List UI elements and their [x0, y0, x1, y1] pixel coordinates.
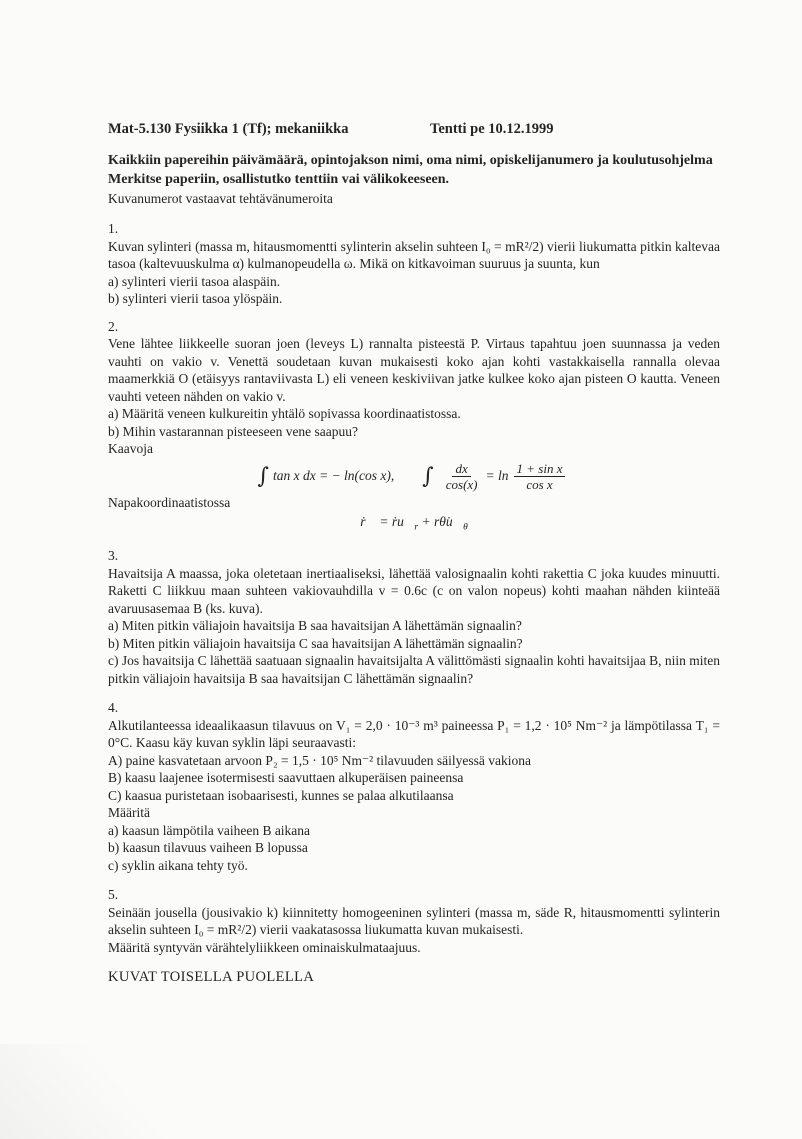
fraction-dx-over-cosx	[443, 461, 481, 492]
problem-5-closing: Määritä syntyvän värähtelyliikkeen ominaiskulmataajuus.	[108, 939, 421, 955]
polar-subscript-r: r	[414, 522, 419, 533]
problem-3-item-b: b) Miten pitkin väliajoin havaitsija C saa havaitsijan A lähettämän signaalin?	[108, 635, 523, 651]
formulas-label: Kaavoja	[108, 441, 153, 456]
instruction-figure-numbers: Kuvanumerot vastaavat tehtävänumeroita	[108, 191, 333, 206]
integral-sign: ∫	[257, 464, 269, 489]
problem-4-number: 4.	[108, 700, 119, 716]
problem-1	[108, 220, 720, 308]
problem-1-body: Kuvan sylinteri (massa m, hitausmomentti sylinterin akselin suhteen I₀ = mR²/2) vierii liukumatta pitkin kaltevaa tasoa (kaltevuuskulma α) kulmanopeudella ω. Mikä on kitkavoiman suuruus ja suunta, kun	[108, 238, 720, 271]
problem-4-phase-A: A) paine kasvatetaan arvoon P₂ = 1,5 · 10⁵ Nm⁻² tilavuuden säilyessä vakiona	[108, 752, 531, 768]
figures-on-other-side-note: KUVAT TOISELLA PUOLELLA	[108, 969, 315, 986]
problem-4-phase-B: B) kaasu laajenee isotermisesti saavuttaen alkuperäisen paineensa	[108, 770, 464, 786]
polar-lhs: ṙ⃗ = ṙu⃗	[360, 514, 415, 529]
problem-4	[108, 699, 720, 874]
problem-1-item-a: a) sylinteri vierii tasoa alaspäin.	[108, 273, 281, 289]
problem-2	[108, 318, 720, 538]
polar-coordinates-label: Napakoordinaatistossa	[108, 494, 231, 510]
problem-4-item-c: c) syklin aikana tehty työ.	[108, 857, 248, 873]
fraction-numerator: 1 + sin x	[514, 461, 566, 477]
problem-5	[108, 886, 720, 956]
problem-2-item-b: b) Mihin vastarannan pisteeseen vene saapuu?	[108, 423, 359, 439]
problem-3-item-a: a) Miten pitkin väliajoin havaitsija B saa havaitsijan A lähettämän signaalin?	[108, 618, 522, 634]
problem-4-item-a: a) kaasun lämpötila vaiheen B aikana	[108, 822, 311, 838]
polar-subscript-theta: θ	[463, 522, 468, 533]
problem-5-number: 5.	[108, 887, 119, 903]
integral-sign: ∫	[422, 464, 434, 489]
problem-4-item-b: b) kaasun tilavuus vaiheen B lopussa	[108, 840, 308, 856]
problem-3-number: 3.	[108, 548, 119, 564]
equals-ln: = ln	[485, 468, 509, 484]
problem-4-body: Alkutilanteessa ideaalikaasun tilavuus on V₁ = 2,0 · 10⁻³ m³ paineessa P₁ = 1,2 · 10⁵ Nm⁻² ja lämpötilassa T₁ = 0°C. Kaasu käy kuvan syklin läpi seuraavasti:	[108, 717, 720, 751]
problem-2-item-a: a) Määritä veneen kulkureitin yhtälö sopivassa koordinaatistossa.	[108, 406, 461, 421]
exam-content	[108, 120, 720, 987]
fraction-denominator: cos(x)	[445, 476, 478, 492]
problem-5-body: Seinään jousella (jousivakio k) kiinnitetty homogeeninen sylinteri (massa m, säde R, hitausmomentti sylinterin akselin suhteen I₀ = mR²/2) vierii vaakatasossa liukumatta kuvan mukaisesti.	[108, 904, 720, 938]
polar-mid: + rθ̇u⃗	[418, 514, 464, 529]
problem-2-body: Vene lähtee liikkeelle suoran joen (leveys L) rannalta pisteestä P. Virtaus tapahtuu joen suunnassa ja veden vauhti on vakio v. Venettä soudetaan kuvan mukaisesti koko ajan kohti vastakkaisella rannalla olevaa maamerkkiä O (etäisyys rantaviivasta L) eli veneen keskiviivan jatke kulkee koko ajan pisteen O kautta. Veneen vauhti veteen nähden on vakio v.	[108, 336, 720, 404]
problem-2-number: 2.	[108, 318, 119, 334]
problem-4-determine-label: Määritä	[108, 805, 150, 821]
problem-1-number: 1.	[108, 221, 119, 236]
fraction-numerator: dx	[452, 461, 470, 477]
problem-1-item-b: b) sylinteri vierii tasoa ylöspäin.	[108, 291, 283, 306]
instruction-required-info: Kaikkiin papereihin päivämäärä, opintojakson nimi, oma nimi, opiskelijanumero ja koulutusohjelma	[108, 153, 713, 168]
fraction-denominator: cos x	[526, 476, 553, 492]
exam-header	[108, 120, 720, 138]
exam-date: Tentti pe 10.12.1999	[430, 121, 554, 137]
integral-formulas	[108, 461, 720, 492]
polar-velocity-formula	[108, 513, 720, 537]
problem-3	[108, 547, 720, 687]
problem-3-item-c: c) Jos havaitsija C lähettää saatuaan signaalin havaitsijalta A välittömästi signaalin kohti havaitsijaa B, niin miten pitkin väliajoin havaitsija B saa havaitsijan C lähettämän signaalin?	[108, 653, 720, 686]
course-title: Mat-5.130 Fysiikka 1 (Tf); mekaniikka	[108, 121, 349, 137]
problem-4-phase-C: C) kaasua puristetaan isobaarisesti, kunnes se palaa alkutilaansa	[108, 787, 454, 803]
problem-3-body: Havaitsija A maassa, joka oletetaan inertiaaliseksi, lähettää valosignaalin kohti rakettia C joka kuudes minuutti. Raketti C liikkuu maan suhteen vakiovauhdilla v = 0.6c (c on valon nopeus) kohti maahan nähden kiinteää avaruusasemaa B (ks. kuva).	[108, 565, 720, 616]
fraction-onesinx-over-cosx	[514, 461, 566, 492]
polar-formula-text	[360, 513, 468, 537]
integral-tan-formula: tan x dx = − ln(cos x),	[272, 468, 395, 484]
instruction-mark-exam-type: Merkitse paperiin, osallistutko tenttiin vai välikokeeseen.	[108, 172, 450, 187]
